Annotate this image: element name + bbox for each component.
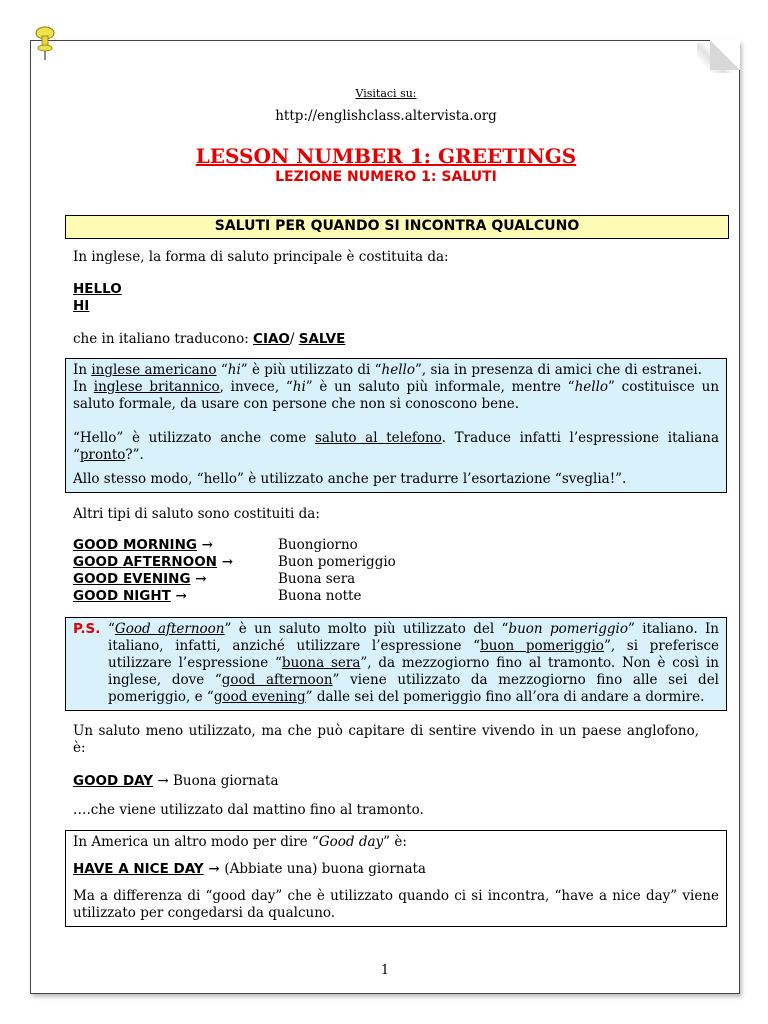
section-banner: SALUTI PER QUANDO SI INCONTRA QUALCUNO	[65, 215, 729, 239]
good-day-line: GOOD DAY → Buona giornata	[73, 773, 279, 789]
intro-line: In inglese, la forma di saluto principale è costituita da:	[73, 249, 449, 265]
translate-line	[73, 331, 699, 348]
have-nice-day-line: HAVE A NICE DAY → (Abbiate una) buona giornata	[73, 861, 426, 877]
hello-term: HELLO	[73, 281, 122, 297]
site-url[interactable]: http://englishclass.altervista.org	[275, 108, 497, 124]
document-content	[73, 85, 720, 927]
document-sheet	[30, 40, 740, 994]
good-day-note: ….che viene utilizzato dal mattino fino al tramonto.	[73, 802, 424, 818]
good-day-intro: Un saluto meno utilizzato, ma che può capitare di sentire vivendo in un paese anglofono, è:	[73, 723, 699, 756]
info-paragraph-2: In inglese britannico, invece, “hi” è un saluto più informale, mentre “hello” costituisce un saluto formale, da usare con persone che non si conoscono bene.	[73, 379, 720, 412]
hello-hi-info-box	[65, 358, 727, 493]
info-paragraph-1: In inglese americano “hi” è più utilizzato di “hello”, sia in presenza di amici che di estranei.	[73, 362, 703, 378]
america-intro: In America un altro modo per dire “Good day” è:	[73, 834, 407, 850]
ps-box	[65, 617, 727, 711]
ps-text: “Good afternoon” è un saluto molto più utilizzato del “buon pomeriggio” italiano. In italiano, infatti, anziché utilizzare l’espressione “buon pomeriggio”, si preferisce utilizzare l’espressione “buona sera”, da mezzogiorno fino al tramonto. Non è così in inglese, dove “good afternoon” viene utilizzato da mezzogiorno fino alle sei del pomeriggio, e “good evening” dalle sei del pomeriggio fino all’ora di andare a dormire.	[108, 621, 720, 705]
lesson-subtitle: LEZIONE NUMERO 1: SALUTI	[275, 169, 497, 185]
greeting-row: GOOD AFTERNOON → Buon pomeriggio	[73, 554, 396, 570]
ps-label: P.S.	[73, 621, 101, 637]
greeting-row: GOOD NIGHT → Buona notte	[73, 588, 362, 604]
america-box	[65, 830, 727, 927]
pushpin-icon	[34, 26, 56, 62]
info-paragraph-4: Allo stesso modo, “hello” è utilizzato anche per tradurre l’esortazione “sveglia!”.	[73, 471, 627, 487]
greetings-list	[73, 537, 699, 605]
greeting-row: GOOD EVENING → Buona sera	[73, 571, 356, 587]
others-intro: Altri tipi di saluto sono costituiti da:	[73, 506, 320, 522]
info-paragraph-3: “Hello” è utilizzato anche come saluto al telefono. Traduce infatti l’espressione italiana “pronto?”.	[73, 430, 720, 463]
page-number: 1	[380, 963, 390, 978]
translate-text: che in italiano traducono:	[73, 331, 254, 347]
ciao-term: CIAO	[253, 331, 290, 347]
salve-term: SALVE	[298, 331, 346, 347]
greeting-row: GOOD MORNING → Buongiorno	[73, 537, 358, 553]
slash: /	[289, 331, 299, 347]
hi-term: HI	[73, 298, 90, 314]
page-curl	[710, 40, 740, 70]
america-note: Ma a differenza di “good day” che è utilizzato quando ci si incontra, “have a nice day” viene utilizzato per congedarsi da qualcuno.	[73, 888, 719, 921]
lesson-title: LESSON NUMBER 1: GREETINGS	[195, 144, 577, 168]
visit-label: Visitaci su:	[355, 87, 417, 100]
